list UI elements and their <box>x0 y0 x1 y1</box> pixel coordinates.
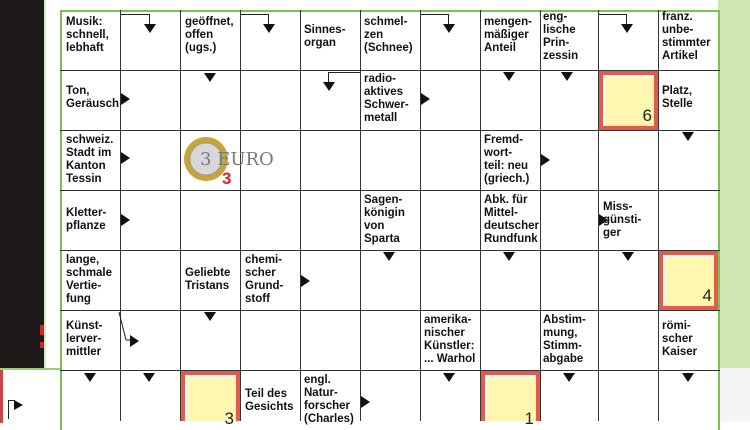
right-border-lower <box>718 368 750 421</box>
arrow-down-icon <box>144 24 156 33</box>
coin-label: 3 EURO <box>200 149 274 170</box>
arrow-down-icon <box>563 373 575 382</box>
arrow-right-icon <box>421 93 430 105</box>
solution-cell-6[interactable] <box>599 71 658 130</box>
clue-ton: Ton, Geräusch <box>66 85 120 110</box>
arrow-right-icon <box>599 214 608 226</box>
arrow-down-icon <box>622 252 634 261</box>
arrow-right-icon <box>301 275 310 287</box>
arrow-down-icon <box>682 373 694 382</box>
arrow-down-icon <box>621 24 633 33</box>
clue-schweiz: schweiz. Stadt im Kanton Tessin <box>66 134 114 185</box>
clue-natur: engl. Natur- forscher (Charles) <box>304 374 354 425</box>
clue-chemisch: chemi- scher Grund- stoff <box>245 254 284 305</box>
clue-schmelzen: schmel- zen (Schnee) <box>364 16 413 54</box>
clue-sinnesorgan: Sinnes- organ <box>304 24 346 49</box>
arrow-down-icon <box>204 73 216 82</box>
solution-number: 1 <box>524 409 534 428</box>
arrow-down-icon <box>204 312 216 321</box>
arrow-right-icon <box>121 152 130 164</box>
arrow-down-icon <box>323 82 335 91</box>
clue-mengen: mengen- mäßiger Anteil <box>484 16 532 54</box>
euro-coin-icon <box>182 135 274 188</box>
arrow-right-icon <box>121 214 130 226</box>
arrow-down-icon <box>682 132 694 141</box>
clue-geoeffnet: geöffnet, offen (ugs.) <box>185 16 234 54</box>
clue-lange: lange, schmale Vertie- fung <box>66 254 113 305</box>
arrow-down-icon <box>443 373 455 382</box>
arrow-down-icon <box>443 24 455 33</box>
left-lower-cell <box>0 368 60 423</box>
clue-kletter: Kletter- pflanze <box>66 207 107 232</box>
right-border-strip <box>718 0 750 421</box>
clue-sagen: Sagen- königin von Sparta <box>364 194 405 245</box>
arrow-right-icon <box>361 396 370 408</box>
solution-cell-3[interactable] <box>181 371 240 428</box>
solution-number: 6 <box>642 106 652 125</box>
background-photo-strip <box>0 0 44 368</box>
clue-miss: Miss- günsti- ger <box>603 201 642 239</box>
arrow-down-icon <box>503 72 515 81</box>
arrow-right-icon <box>541 154 550 166</box>
clue-abstimmung: Abstim- mung, Stimm- abgabe <box>543 314 586 365</box>
solution-number: 3 <box>224 409 234 428</box>
clue-artikel: franz. unbe- stimmter Artikel <box>662 11 711 62</box>
clue-geliebte: Geliebte Tristans <box>185 267 231 292</box>
clue-musik: Musik: schnell, lebhaft <box>66 16 109 54</box>
clue-amerika: amerika- nischer Künstler: ... Warhol <box>424 314 476 365</box>
arrow-down-icon <box>503 252 515 261</box>
clue-mdr: Abk. für Mittel- deutscher Rundfunk <box>484 194 539 245</box>
clue-kuenstler: Künst- lerver- mittler <box>66 320 103 358</box>
clue-fremdwort: Fremd- wort- teil: neu (griech.) <box>484 134 530 185</box>
solution-cell-4[interactable] <box>659 251 718 310</box>
coin-number: 3 <box>222 169 232 188</box>
clue-gesicht: Teil des Gesichts <box>245 388 294 413</box>
arrow-down-icon <box>383 252 395 261</box>
clue-roemisch: römi- scher Kaiser <box>662 320 698 358</box>
solution-cell-1[interactable] <box>481 371 540 428</box>
arrow-down-icon <box>561 72 573 81</box>
clue-platz: Platz, Stelle <box>662 85 693 110</box>
arrow-down-icon <box>263 24 275 33</box>
clue-prinzessin: eng- lische Prin- zessin <box>543 11 579 62</box>
arrow-right-icon <box>121 93 130 105</box>
solution-number: 4 <box>702 286 712 305</box>
arrow-down-icon <box>84 373 96 382</box>
arrow-down-icon <box>143 373 155 382</box>
diagonal-connector <box>118 312 132 344</box>
clue-radio: radio- aktives Schwer- metall <box>364 73 409 124</box>
